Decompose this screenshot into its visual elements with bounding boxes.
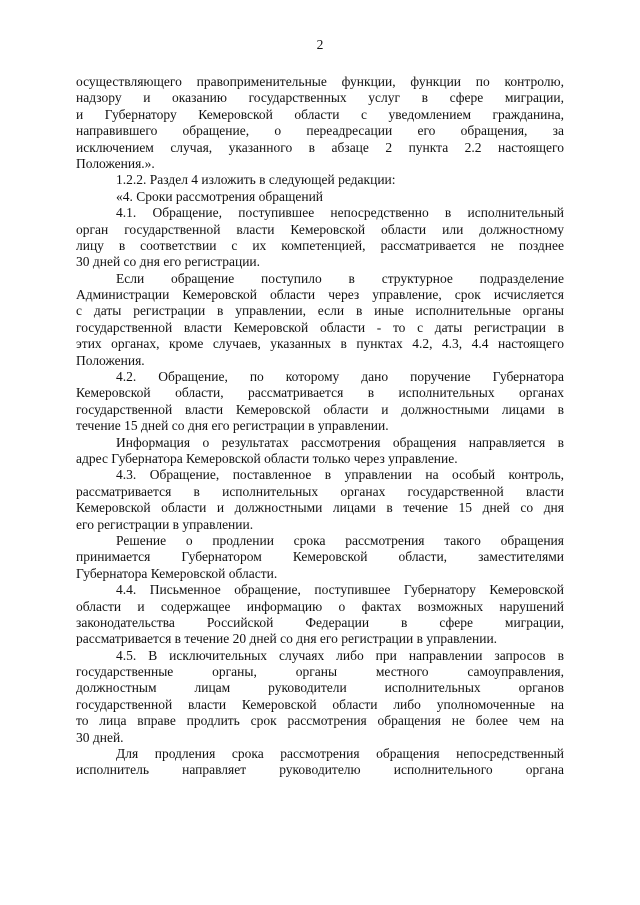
paragraph bbox=[76, 205, 564, 271]
paragraph bbox=[76, 467, 564, 533]
text-line: 4.5. В исключительных случаях либо при направлении запросов в bbox=[116, 647, 564, 663]
text-line: Администрации Кемеровской области через управление, срок исчисляется bbox=[76, 287, 564, 303]
text-line: рассматривается в течение 20 дней со дня его регистрации в управлении. bbox=[76, 631, 498, 647]
text-line: исполнитель направляет руководителю исполнительного органа bbox=[76, 762, 564, 778]
text-line: государственной власти Кемеровской области и должностными лицами в bbox=[76, 401, 564, 417]
page-number: 2 bbox=[316, 37, 324, 52]
text-line: осуществляющего правоприменительные функции, функции по контролю, bbox=[76, 74, 564, 89]
text-line: Кемеровской области и должностными лицами в течение 15 дней со дня bbox=[76, 500, 564, 516]
text-line: Положения. bbox=[76, 352, 145, 368]
text-line: 30 дней со дня его регистрации. bbox=[76, 254, 261, 270]
paragraph bbox=[76, 271, 564, 369]
text-line: законодательства Российской Федерации в сфере миграции, bbox=[76, 614, 564, 630]
text-line: то лица вправе продлить срок рассмотрения обращения не более чем на bbox=[76, 713, 564, 729]
text-line: с даты регистрации в управлении, если в иные исполнительные органы bbox=[76, 303, 564, 319]
paragraph bbox=[76, 746, 564, 779]
paragraph bbox=[76, 533, 564, 582]
text-line: «4. Сроки рассмотрения обращений bbox=[116, 188, 324, 204]
text-line: лицу в соответствии с их компетенцией, рассматривается не позднее bbox=[76, 237, 564, 253]
text-line: орган государственной власти Кемеровской области или должностному bbox=[76, 221, 564, 237]
text-line: государственные органы, органы местного самоуправления, bbox=[76, 664, 564, 680]
text-line: области и содержащее информацию о фактах возможных нарушений bbox=[76, 598, 564, 614]
text-line: 4.4. Письменное обращение, поступившее Губернатору Кемеровской bbox=[116, 582, 564, 598]
text-line: должностным лицам руководители исполнительных органов bbox=[76, 680, 564, 696]
text-line: надзору и оказанию государственных услуг в сфере миграции, bbox=[76, 90, 564, 106]
text-line: 4.3. Обращение, поставленное в управлении на особый контроль, bbox=[116, 467, 564, 483]
text-line: его регистрации в управлении. bbox=[76, 516, 254, 532]
paragraph bbox=[76, 189, 564, 205]
text-line: 4.2. Обращение, по которому дано поручение Губернатора bbox=[116, 369, 564, 385]
text-line: Положения.». bbox=[76, 155, 155, 171]
text-line: этих органах, кроме случаев, указанных в пунктах 4.2, 4.3, 4.4 настоящего bbox=[76, 336, 564, 352]
paragraph bbox=[76, 435, 564, 468]
paragraph bbox=[76, 172, 564, 188]
text-line: и Губернатору Кемеровской области с уведомлением гражданина, bbox=[76, 106, 564, 122]
text-line: адрес Губернатора Кемеровской области только через управление. bbox=[76, 450, 458, 466]
text-line: Губернатора Кемеровской области. bbox=[76, 565, 278, 581]
text-line: исключением случая, указанного в абзаце 2 пункта 2.2 настоящего bbox=[76, 139, 564, 155]
text-line: 1.2.2. Раздел 4 изложить в следующей редакции: bbox=[116, 172, 396, 188]
text-line: принимается Губернатором Кемеровской области, заместителями bbox=[76, 549, 564, 565]
text-line: государственной власти Кемеровской области либо уполномоченные на bbox=[76, 696, 564, 712]
text-line: Решение о продлении срока рассмотрения такого обращения bbox=[116, 532, 564, 548]
paragraph bbox=[76, 369, 564, 435]
paragraph bbox=[76, 648, 564, 746]
document-body bbox=[76, 74, 564, 779]
text-line: течение 15 дней со дня его регистрации в управлении. bbox=[76, 418, 389, 434]
text-line: государственной власти Кемеровской области - то с даты регистрации в bbox=[76, 319, 564, 335]
text-line: Информация о результатах рассмотрения обращения направляется в bbox=[116, 434, 564, 450]
paragraph bbox=[76, 74, 564, 172]
text-line: 30 дней. bbox=[76, 729, 124, 745]
text-line: Кемеровской области, рассматривается в исполнительных органах bbox=[76, 385, 564, 401]
text-line: 4.1. Обращение, поступившее непосредственно в исполнительный bbox=[116, 205, 564, 221]
text-line: направившего обращение, о переадресации его обращения, за bbox=[76, 123, 564, 139]
text-line: рассматривается в исполнительных органах государственной власти bbox=[76, 483, 564, 499]
text-line: Для продления срока рассмотрения обращения непосредственный bbox=[116, 746, 564, 762]
text-line: Если обращение поступило в структурное подразделение bbox=[116, 270, 564, 286]
paragraph bbox=[76, 582, 564, 648]
